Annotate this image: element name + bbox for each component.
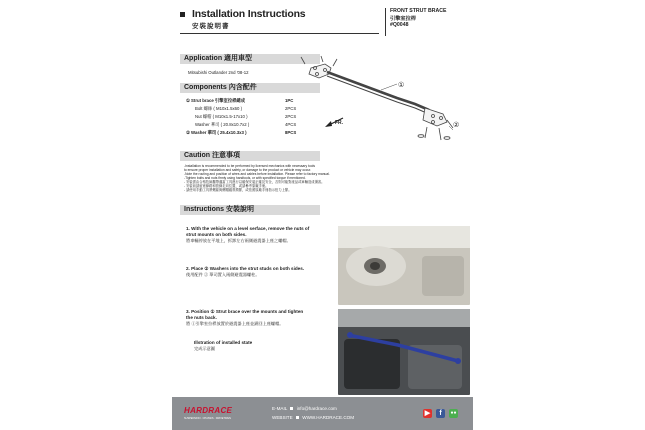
component-qty: 8PCS	[285, 130, 297, 135]
youtube-icon[interactable]: ▶	[424, 410, 431, 417]
caution-line: -Note the routing and position of wires and cables before installation. Please refer to factory manual.	[184, 172, 330, 176]
step-3-text: 3. Position ① Strut brace over the mounts and tighten	[186, 309, 304, 314]
step-3-text: the nuts back.	[186, 315, 217, 320]
title-bullet	[180, 12, 185, 17]
installed-state-photo	[338, 309, 470, 395]
wechat-icon[interactable]: ●●	[450, 410, 457, 416]
strut-brace-diagram	[297, 54, 473, 154]
components-heading: Components 內含配件	[180, 83, 320, 93]
page-title: Installation Instructions	[192, 8, 306, 20]
page-subtitle: 安裝說明書	[192, 23, 230, 30]
component-qty: 1PC	[285, 98, 294, 103]
engine-part	[422, 256, 464, 296]
website-row	[272, 415, 354, 420]
caution-line: - 安裝需由合格技師攜帶適當工具進行以確保安裝正確及安全，否則可能對產品或車輛造成傷害。	[184, 180, 325, 184]
callout-2: ②	[453, 121, 460, 129]
vehicle-model: Mitsubishi Outlander 2nd '08-12	[188, 70, 249, 75]
strut-brace-drawing	[301, 56, 453, 140]
website-link[interactable]: WWW.HARDRACE.COM	[302, 415, 355, 420]
brand-tagline: SUSPENSION · CHASSIS · DRIVETRAIN	[184, 417, 231, 420]
step-1-2-photo	[338, 226, 470, 305]
component-label: Bolt 螺絲 ( M10x1.5x60 )	[195, 106, 243, 111]
component-label: Nut 螺帽 ( M10x1.5-17x10 )	[195, 114, 248, 119]
footer	[172, 397, 473, 430]
installed-brace-icon	[348, 335, 458, 361]
illustration-caption-cn: 完成示意圖	[194, 346, 215, 351]
step-1-text: 1. With the vehicle on a level serface, remove the nuts of	[186, 226, 310, 231]
brace-mount-right-icon	[455, 358, 461, 364]
hood-area	[338, 226, 470, 248]
website-icon	[296, 416, 299, 419]
application-heading: Application 適用車型	[180, 54, 320, 64]
website-label: WEBSITE	[272, 415, 293, 420]
caution-line: - 安裝前請留意線路和管線走向位置，或請參考原廠手冊。	[184, 184, 269, 188]
title-rule	[180, 33, 379, 34]
email-row	[272, 406, 337, 411]
email-link[interactable]: info@hardrace.com	[296, 406, 337, 411]
front-direction-label: FR.	[335, 120, 344, 126]
step-1-text: strut mounts on both sides.	[186, 232, 247, 237]
brand-logo: HARDRACE	[184, 406, 233, 415]
header-divider	[385, 8, 386, 36]
caution-line: - 請使用手動工具將螺絲與螺帽確實鎖緊，或依照原廠手冊指示扭力上緊。	[184, 188, 292, 192]
callout-1: ①	[398, 81, 405, 89]
instructions-heading: Instructions 安裝說明	[180, 205, 320, 215]
product-name-cn: 引擎室拉桿	[390, 16, 416, 22]
email-label: E-MAIL	[272, 406, 288, 411]
component-label: Washer 華司 ( 20.8x10.7x2 )	[195, 122, 250, 127]
caution-line: -Tighten bolts and nuts firmly using handtools, or with specified torque if mentioned.	[184, 176, 306, 180]
caution-line: to ensure proper installation and safety, or damage to the product or vehicle may occur.	[184, 168, 312, 172]
facebook-icon[interactable]: f	[436, 409, 445, 418]
caution-line: -Installation is recommended to be performed by licensed mechanics with necessary tools	[184, 164, 316, 168]
email-icon	[290, 407, 293, 410]
product-name: FRONT STRUT BRACE	[390, 8, 447, 14]
step-1-text-cn: 將車輛停放在平地上，拆卸左右兩側避震器上座之螺帽。	[186, 238, 291, 243]
component-qty: 2PCS	[285, 114, 297, 119]
product-code: #Q0048	[390, 22, 409, 28]
front-arrowhead-icon	[325, 121, 332, 127]
step-2-text: 2. Place ② Washers into the strut studs on both sides.	[186, 266, 305, 271]
component-qty: 4PCS	[285, 122, 297, 127]
brace-mount-left-icon	[347, 332, 353, 338]
step-3-text-cn: 將 ①引擎室拉桿放置於避震器上座並鎖回上座螺帽。	[186, 321, 284, 326]
caution-heading: Caution 注意事項	[180, 151, 320, 161]
strut-nut	[370, 262, 380, 270]
component-qty: 2PCS	[285, 106, 297, 111]
illustration-caption: Illstration of installed state	[194, 340, 253, 345]
component-label: ② Washer 華司 ( 25.4x10.3x3 )	[186, 130, 247, 135]
step-2-text-cn: 使用配件 ② 華司置入兩側避震器螺柱。	[186, 272, 260, 277]
installed-brace-overlay	[338, 309, 470, 395]
instruction-sheet	[172, 0, 473, 430]
component-label: ① Strut brace 引擎室拉桿總成	[186, 98, 246, 103]
